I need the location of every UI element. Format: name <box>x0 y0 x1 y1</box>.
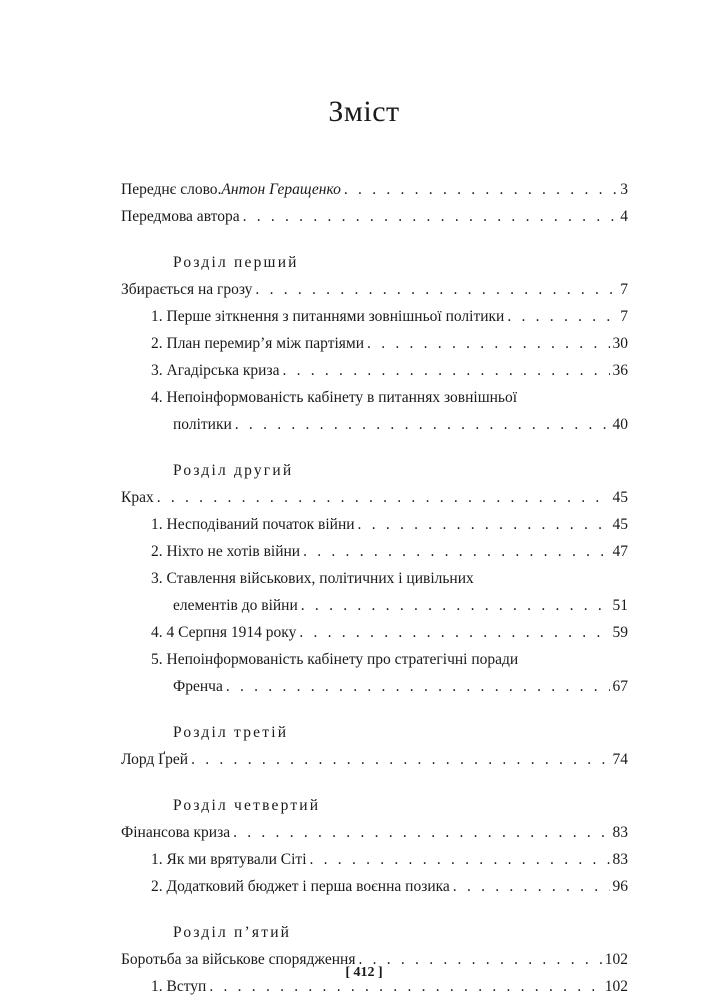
toc-entry-label: 1. Несподіваний початок війни <box>151 516 355 533</box>
toc-page-number: 36 <box>612 362 628 379</box>
toc-entry-label: Переднє слово. <box>121 181 222 198</box>
page-number: [ 412 ] <box>345 965 383 980</box>
toc-entry-label: 5. Непоінформованість кабінету про стратегічні поради <box>151 651 519 668</box>
toc-entry-label: Френча <box>173 678 223 695</box>
toc-entry-label: 4. 4 Серпня 1914 року <box>151 624 297 641</box>
dot-leader <box>507 303 617 330</box>
dot-leader <box>233 819 609 846</box>
dot-leader <box>301 592 610 619</box>
toc-chapter-title <box>121 276 628 303</box>
section-heading: Розділ другий <box>173 462 294 479</box>
section-heading: Розділ четвертий <box>173 797 321 814</box>
toc-subentry-continuation <box>121 673 628 700</box>
dot-leader <box>303 538 609 565</box>
toc-entry-foreword <box>121 176 628 203</box>
dot-leader <box>367 330 609 357</box>
dot-leader <box>282 357 609 384</box>
dot-leader <box>226 673 610 700</box>
toc-entry-label: Боротьба за військове спорядження <box>121 951 356 968</box>
section-heading: Розділ перший <box>173 254 299 271</box>
toc-subentry <box>121 303 628 330</box>
toc-subentry <box>121 538 628 565</box>
page-title: Зміст <box>328 95 400 128</box>
section-heading: Розділ п’ятий <box>173 924 292 941</box>
toc-subentry <box>121 619 628 646</box>
toc-page-number: 67 <box>612 678 628 695</box>
toc-page-number: 4 <box>620 208 628 225</box>
section-spacer <box>121 230 628 249</box>
toc-entry-label: елементів до війни <box>173 597 298 614</box>
toc-entry-label: Збирається на грозу <box>121 281 253 298</box>
toc-entry-label: 1. Як ми врятували Сіті <box>151 851 307 868</box>
dot-leader <box>310 846 610 873</box>
toc-page-number: 7 <box>620 281 628 298</box>
toc-entry-label: Лорд Ґрей <box>121 751 189 768</box>
toc-entry-label: 2. Додатковий бюджет і перша воєнна позика <box>151 878 450 895</box>
toc-entry-label: Передмова автора <box>121 208 240 225</box>
toc-subentry-continuation <box>121 592 628 619</box>
toc-page-number: 47 <box>612 543 628 560</box>
section-heading: Розділ третій <box>173 724 289 741</box>
toc-subentry-line <box>121 646 628 673</box>
toc-entry-author: Антон Геращенко <box>221 181 341 198</box>
toc-page-number: 83 <box>612 824 628 841</box>
toc-subentry <box>121 873 628 900</box>
toc-page-number: 7 <box>620 308 628 325</box>
dot-leader <box>235 411 610 438</box>
toc-page-number: 45 <box>612 516 628 533</box>
toc-subentry-line <box>121 384 628 411</box>
section-spacer <box>121 900 628 919</box>
toc-chapter-title <box>121 746 628 773</box>
dot-leader <box>191 746 609 773</box>
section-spacer <box>121 773 628 792</box>
toc-page-number: 30 <box>612 335 628 352</box>
toc-entry-preface <box>121 203 628 230</box>
dot-leader <box>453 873 610 900</box>
toc-entry-label: Фінансова криза <box>121 824 231 841</box>
toc-page-number: 59 <box>612 624 628 641</box>
toc-entry-label: 4. Непоінформованість кабінету в питаннях зовнішньої <box>151 389 518 406</box>
toc-sections <box>121 230 628 1000</box>
dot-leader <box>243 203 618 230</box>
toc-entry-label: Крах <box>121 489 154 506</box>
toc-entry-label: 1. Перше зіткнення з питаннями зовнішньої політики <box>151 308 505 325</box>
toc-entry-label: 3. Ставлення військових, політичних і цивільних <box>151 570 474 587</box>
dot-leader <box>255 276 617 303</box>
dot-leader <box>344 176 617 203</box>
dot-leader <box>157 484 610 511</box>
toc-page-number: 83 <box>612 851 628 868</box>
toc-page-number: 74 <box>612 751 628 768</box>
toc-subentry-line <box>121 565 628 592</box>
toc-chapter-title <box>121 484 628 511</box>
toc-entry-label: 2. План перемир’я між партіями <box>151 335 365 352</box>
toc-subentry <box>121 357 628 384</box>
toc-page-number: 51 <box>612 597 628 614</box>
toc-page-number: 102 <box>604 978 628 995</box>
toc-subentry <box>121 330 628 357</box>
section-spacer <box>121 700 628 719</box>
dot-leader <box>358 511 610 538</box>
section-spacer <box>121 438 628 457</box>
toc-subentry <box>121 511 628 538</box>
toc-subentry <box>121 846 628 873</box>
toc-entry-label: 3. Агадірська криза <box>151 362 280 379</box>
toc-page-number: 45 <box>612 489 628 506</box>
toc-entry-label: політики <box>173 416 232 433</box>
toc-page-number: 3 <box>620 181 628 198</box>
toc-entry-label: 1. Вступ <box>151 978 207 995</box>
table-of-contents <box>121 176 628 1000</box>
toc-page-number: 96 <box>612 878 628 895</box>
dot-leader <box>299 619 609 646</box>
toc-subentry-continuation <box>121 411 628 438</box>
toc-chapter-title <box>121 819 628 846</box>
toc-page-number: 102 <box>604 951 628 968</box>
toc-page-number: 40 <box>612 416 628 433</box>
toc-entry-label: 2. Ніхто не хотів війни <box>151 543 301 560</box>
